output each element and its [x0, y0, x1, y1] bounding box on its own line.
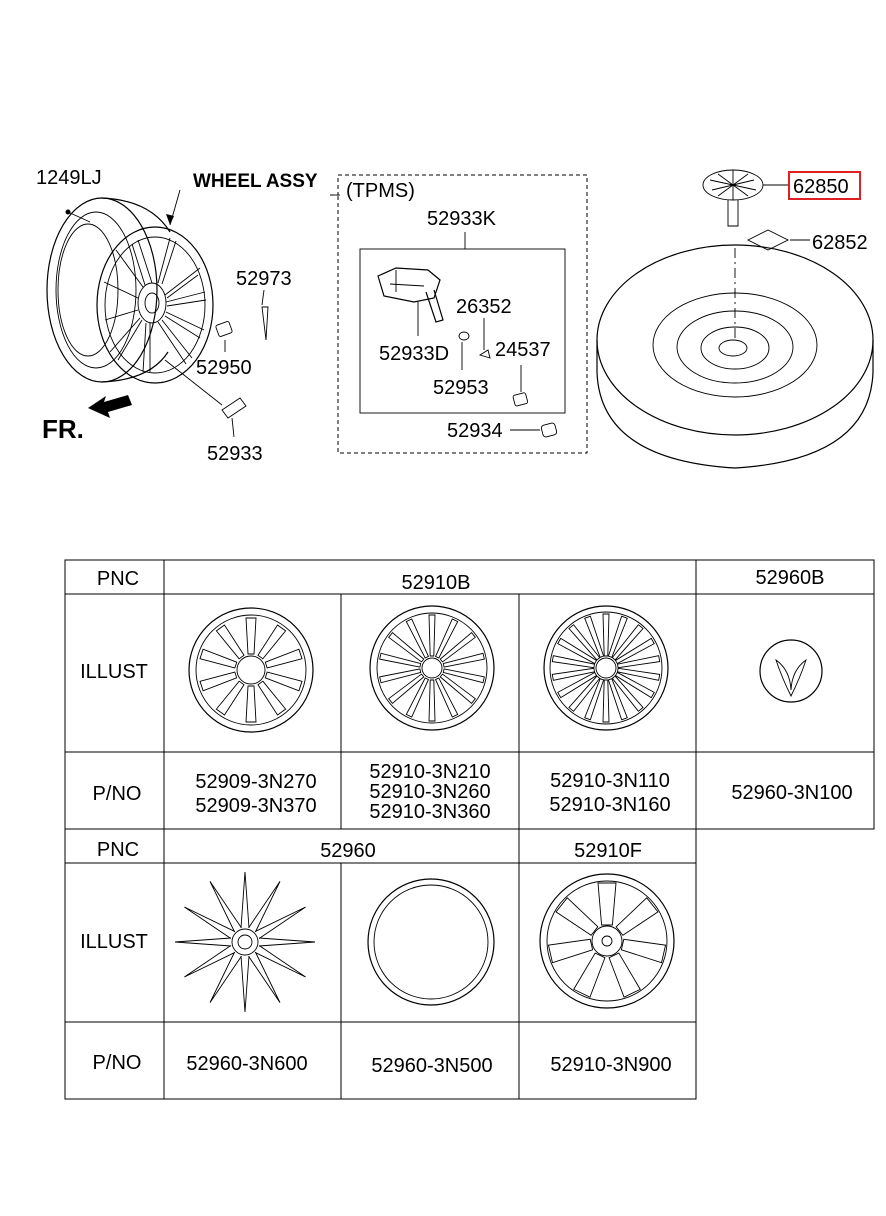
label-tpms-kit: 52933K	[427, 208, 496, 230]
label-cap-tpms: 52934	[447, 420, 503, 442]
spoke-line	[406, 678, 428, 717]
pno-6-1: 52960-3N500	[371, 1055, 493, 1077]
row2-pnc-spare: 52910F	[574, 840, 642, 862]
spoke-line	[389, 674, 424, 703]
spoke-line	[443, 653, 484, 667]
illust-emblem-icon	[760, 640, 822, 702]
spoke-line	[598, 883, 616, 925]
label-direction: FR.	[42, 414, 84, 444]
spoke-line	[618, 668, 660, 680]
spoke-line	[436, 619, 458, 658]
spoke-line	[436, 678, 458, 717]
spoke-line	[265, 672, 302, 691]
spoke-line	[609, 953, 640, 997]
spoke-line	[558, 638, 597, 663]
spoke-line	[552, 668, 594, 680]
label-screw: 26352	[456, 296, 512, 318]
pno-1-1: 52909-3N270	[195, 771, 317, 793]
pno-1-2: 52909-3N370	[195, 795, 317, 817]
spoke-line	[184, 907, 234, 938]
spoke-line	[210, 881, 241, 931]
label-grommet: 52953	[433, 377, 489, 399]
spoke-line	[389, 633, 424, 662]
spoke-line	[216, 681, 244, 715]
illust-wheel-cover	[175, 872, 315, 1012]
spoke-line	[241, 872, 249, 928]
label-tpms: (TPMS)	[346, 180, 415, 202]
spoke-line	[249, 881, 280, 931]
spoke-line	[258, 681, 286, 715]
spoke-line	[556, 898, 598, 935]
spoke-line	[603, 680, 609, 722]
row2-illust-label: ILLUST	[80, 931, 148, 953]
pno-2-1: 52910-3N210	[369, 761, 491, 783]
spoke-line	[380, 669, 421, 683]
row1-illust-label: ILLUST	[80, 661, 148, 683]
spoke-line	[429, 680, 435, 721]
spoke-line	[265, 649, 302, 668]
spoke-line	[552, 656, 594, 668]
spoke-line	[603, 614, 609, 656]
label-wheel-nut: 52950	[196, 357, 252, 379]
spoke-line	[621, 939, 665, 962]
label-valve: 52933	[207, 443, 263, 465]
spoke-line	[255, 907, 305, 938]
spoke-line	[246, 686, 256, 722]
illust-wheel-1	[189, 608, 313, 732]
spare-tire-drawing	[597, 170, 873, 468]
illust-wheel-2	[370, 606, 494, 730]
row1-pno-label: P/NO	[92, 783, 142, 805]
spoke-line	[558, 672, 597, 697]
pno-2-2: 52910-3N260	[369, 781, 491, 803]
spoke-line	[616, 898, 658, 935]
pno-5-1: 52960-3N600	[186, 1053, 308, 1075]
spoke-line	[574, 953, 605, 997]
spoke-line	[200, 649, 237, 668]
row2-pnc-cover: 52960	[320, 840, 376, 862]
spoke-line	[249, 952, 280, 1002]
label-wheel-assy: WHEEL ASSY	[193, 171, 318, 192]
spoke-line	[258, 625, 286, 659]
pno-4-1: 52960-3N100	[731, 782, 853, 804]
spoke-line	[615, 672, 654, 697]
spoke-line	[440, 633, 475, 662]
spoke-line	[440, 674, 475, 703]
label-bolt: 1249LJ	[36, 167, 102, 189]
pno-3-1: 52910-3N110	[550, 770, 670, 792]
label-spare-bracket: 62852	[812, 232, 868, 254]
parts-table	[65, 560, 874, 1099]
spoke-line	[548, 939, 592, 962]
illust-wheel-3	[544, 606, 668, 730]
spoke-line	[259, 938, 315, 946]
illust-ring	[368, 879, 494, 1005]
row1-pnc-wheel: 52910B	[401, 572, 471, 594]
spoke-line	[443, 669, 484, 683]
pno-7-1: 52910-3N900	[550, 1054, 672, 1076]
pno-2-3: 52910-3N360	[369, 801, 491, 823]
spoke-line	[618, 656, 660, 668]
row2-pnc-label: PNC	[96, 839, 140, 861]
spoke-line	[380, 653, 421, 667]
label-nut-tpms: 24537	[495, 339, 551, 361]
wheel-assembly-drawing	[47, 190, 268, 437]
label-sensor: 52933D	[379, 343, 450, 365]
spoke-line	[175, 938, 231, 946]
spoke-line	[406, 619, 428, 658]
row1-pnc-emblem: 52960B	[755, 567, 825, 589]
spoke-line	[615, 638, 654, 663]
spoke-line	[429, 615, 435, 656]
spoke-line	[184, 946, 234, 977]
illust-spare-wheel	[540, 874, 674, 1008]
row1-pnc-label: PNC	[96, 568, 140, 590]
spoke-line	[200, 672, 237, 691]
row2-pno-label: P/NO	[92, 1052, 142, 1074]
spoke-line	[241, 956, 249, 1012]
spoke-line	[246, 618, 256, 654]
spoke-line	[210, 952, 241, 1002]
spoke-line	[216, 625, 244, 659]
spoke-line	[255, 946, 305, 977]
pno-3-2: 52910-3N160	[549, 794, 671, 816]
label-weight: 52973	[236, 268, 292, 290]
label-spare-holder[interactable]: 62850	[793, 176, 849, 198]
